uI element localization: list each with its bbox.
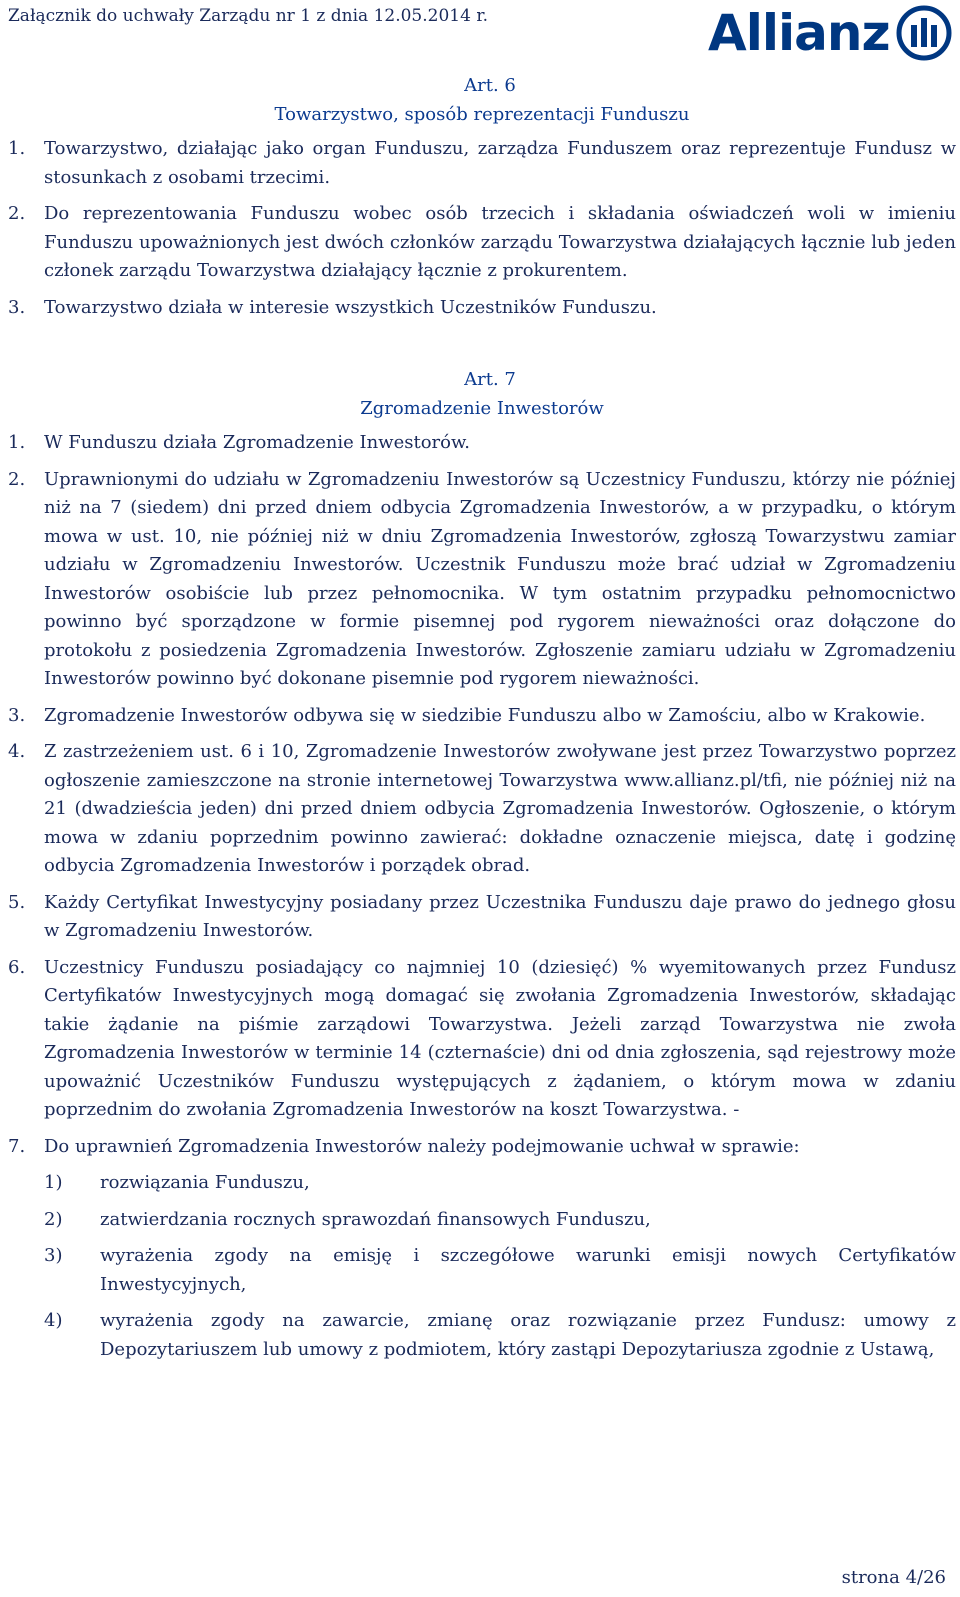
page-number: strona 4/26 [841, 1567, 946, 1588]
item-text: Towarzystwo, działając jako organ Funduszu, zarządza Funduszem oraz reprezentuje Fundusz w stosunkach z osobami trzecimi. [44, 138, 956, 188]
subitem-number: 1) [44, 1172, 63, 1193]
item-number: 6. [8, 956, 26, 978]
item-text: Z zastrzeżeniem ust. 6 i 10, Zgromadzenie Inwestorów zwoływane jest przez Towarzystwo poprzez ogłoszenie zamieszczone na stronie internetowej Towarzystwa www.allianz.pl/tfi, nie później niż na 21 (dwadzieścia jeden) dni przed dniem odbycia Zgromadzenia Inwestorów. Ogłoszenie, o którym mowa w zdaniu poprzednim powinno zawierać: dokładne oznaczenie miejsca, datę i godzinę odbycia Zgromadzenia Inwestorów i porządek obrad. [44, 741, 956, 876]
subitem-text: rozwiązania Funduszu, [100, 1172, 310, 1193]
item-text: Każdy Certyfikat Inwestycyjny posiadany przez Uczestnika Funduszu daje prawo do jednego głosu w Zgromadzeniu Inwestorów. [44, 891, 956, 941]
document-header-note: Załącznik do uchwały Zarządu nr 1 z dnia 12.05.2014 r. [8, 6, 488, 26]
allianz-logo [708, 2, 960, 64]
article-7-item [8, 429, 956, 458]
article-7-subitem [44, 1307, 956, 1364]
item-text: Uprawnionymi do udziału w Zgromadzeniu Inwestorów są Uczestnicy Funduszu, którzy nie później niż na 7 (siedem) dni przed dniem odbycia Zgromadzenia Inwestorów, a w przypadku, o którym mowa w ust. 10, nie później niż w dniu Zgromadzenia Inwestorów, zgłoszą Towarzystwu zamiar udziału w Zgromadzeniu Inwestorów. Uczestnik Funduszu może brać udział w Zgromadzeniu Inwestorów osobiście lub przez pełnomocnika. W tym ostatnim przypadku pełnomocnictwo powinno być sporządzone w formie pisemnej pod rygorem nieważności oraz dołączone do protokołu z posiedzenia Zgromadzenia Inwestorów. Zgłoszenie zamiaru udziału w Zgromadzeniu Inwestorów powinno być dokonane pisemnie pod rygorem nieważności. [44, 468, 956, 689]
allianz-eagle-icon [896, 5, 952, 61]
item-number: 1. [8, 138, 26, 159]
subitem-number: 4) [44, 1310, 63, 1331]
article-7-item [8, 954, 956, 1125]
article-6-title: Towarzystwo, sposób reprezentacji Funduszu [274, 103, 690, 125]
subitem-text: wyrażenia zgody na emisję i szczegółowe warunki emisji nowych Certyfikatów Inwestycyjnych, [100, 1245, 956, 1295]
article-6-item [8, 294, 956, 323]
article-7-item [8, 1133, 956, 1162]
item-number: 3. [8, 704, 26, 726]
item-number: 3. [8, 296, 26, 318]
item-number: 1. [8, 432, 26, 453]
subitem-text: zatwierdzania rocznych sprawozdań finansowych Funduszu, [100, 1208, 651, 1230]
item-text: Zgromadzenie Inwestorów odbywa się w siedzibie Funduszu albo w Zamościu, albo w Krakowie. [44, 704, 926, 726]
article-7-item [8, 889, 956, 946]
subitem-text: wyrażenia zgody na zawarcie, zmianę oraz rozwiązanie przez Fundusz: umowy z Depozytariuszem lub umowy z podmiotem, który zastąpi Depozytariusza zgodnie z Ustawą, [100, 1310, 956, 1360]
article-6-item [8, 200, 956, 286]
item-text: Towarzystwo działa w interesie wszystkich Uczestników Funduszu. [44, 296, 657, 318]
item-number: 5. [8, 891, 26, 913]
article-6-number: Art. 6 [464, 75, 516, 96]
item-text: Do reprezentowania Funduszu wobec osób trzecich i składania oświadczeń woli w imieniu Funduszu upoważnionych jest dwóch członków zarządu Towarzystwa działających łącznie lub jeden członek zarządu Towarzystwa działający łącznie z prokurentem. [44, 203, 956, 281]
subitem-number: 2) [44, 1208, 63, 1230]
article-7-item [8, 702, 956, 731]
item-text: W Funduszu działa Zgromadzenie Inwestorów. [44, 432, 470, 453]
logo-text: Allianz [708, 4, 890, 62]
document-body [8, 72, 956, 1372]
subitem-number: 3) [44, 1245, 63, 1266]
article-7-number: Art. 7 [464, 369, 516, 390]
item-number: 4. [8, 741, 26, 762]
item-number: 2. [8, 203, 26, 224]
article-6-item [8, 135, 956, 192]
article-7-title: Zgromadzenie Inwestorów [360, 397, 604, 419]
article-7-subitem [44, 1169, 956, 1198]
article-7-item [8, 466, 956, 694]
item-number: 7. [8, 1135, 26, 1157]
article-7-subitem [44, 1206, 956, 1235]
article-7-subitem [44, 1242, 956, 1299]
item-text: Do uprawnień Zgromadzenia Inwestorów należy podejmowanie uchwał w sprawie: [44, 1135, 800, 1157]
item-text: Uczestnicy Funduszu posiadający co najmniej 10 (dziesięć) % wyemitowanych przez Fundusz Certyfikatów Inwestycyjnych mogą domagać się zwołania Zgromadzenia Inwestorów, składając takie żądanie na piśmie zarządowi Towarzystwa. Jeżeli zarząd Towarzystwa nie zwoła Zgromadzenia Inwestorów w terminie 14 (czternaście) dni od dnia zgłoszenia, sąd rejestrowy może upoważnić Uczestników Funduszu występujących z żądaniem, o którym mowa w zdaniu poprzednim do zwołania Zgromadzenia Inwestorów na koszt Towarzystwa. - [44, 956, 956, 1120]
item-number: 2. [8, 468, 26, 490]
article-7-item [8, 738, 956, 881]
